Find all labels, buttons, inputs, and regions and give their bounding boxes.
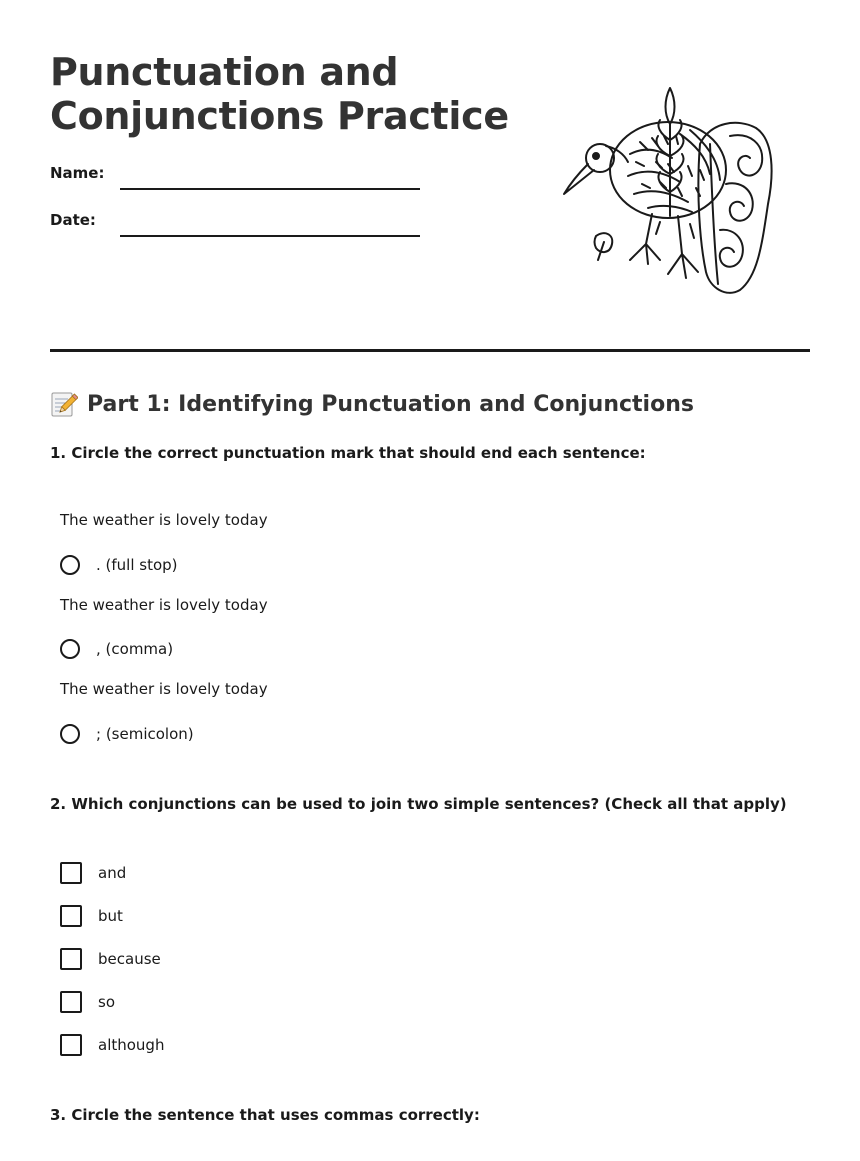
date-field[interactable]	[120, 235, 420, 237]
q1-sentence-2: The weather is lovely today	[60, 596, 268, 614]
q2-option-label: although	[98, 1036, 165, 1054]
radio-button[interactable]	[60, 639, 80, 659]
checkbox[interactable]	[60, 905, 82, 927]
q2-option-label: but	[98, 907, 123, 925]
radio-button[interactable]	[60, 555, 80, 575]
checkbox[interactable]	[60, 1034, 82, 1056]
q2-option-and[interactable]	[60, 861, 126, 885]
memo-pencil-icon	[50, 390, 78, 418]
q1-sentence-3: The weather is lovely today	[60, 680, 268, 698]
date-label: Date:	[50, 211, 96, 229]
q2-option-label: so	[98, 993, 115, 1011]
q2-option-but[interactable]	[60, 904, 123, 928]
date-field-row	[50, 207, 450, 237]
q1-option-label: ; (semicolon)	[96, 725, 194, 743]
part1-heading	[50, 388, 694, 420]
section-divider	[50, 349, 810, 352]
radio-button[interactable]	[60, 724, 80, 744]
title-line-1: Punctuation and	[50, 50, 399, 94]
question-2-prompt: 2. Which conjunctions can be used to join two simple sentences? (Check all that apply)	[50, 795, 787, 813]
name-label: Name:	[50, 164, 105, 182]
checkbox[interactable]	[60, 862, 82, 884]
q2-option-label: and	[98, 864, 127, 882]
name-field-row	[50, 160, 450, 190]
q1-option-label: . (full stop)	[96, 556, 178, 574]
question-1-prompt: 1. Circle the correct punctuation mark that should end each sentence:	[50, 444, 646, 462]
q1-option-label: , (comma)	[96, 640, 174, 658]
name-field[interactable]	[120, 188, 420, 190]
q2-option-label: because	[98, 950, 161, 968]
page-title	[50, 50, 520, 138]
question-3-prompt: 3. Circle the sentence that uses commas correctly:	[50, 1106, 480, 1124]
title-line-2: Conjunctions Practice	[50, 94, 509, 138]
q1-sentence-1: The weather is lovely today	[60, 511, 268, 529]
q1-option-comma[interactable]	[60, 637, 173, 661]
q2-option-because[interactable]	[60, 947, 161, 971]
q1-option-full-stop[interactable]	[60, 553, 178, 577]
q2-option-so[interactable]	[60, 990, 115, 1014]
kiwi-bird-icon	[560, 84, 776, 296]
part1-heading-text: Part 1: Identifying Punctuation and Conjunctions	[87, 391, 694, 417]
q2-option-although[interactable]	[60, 1033, 164, 1057]
q1-option-semicolon[interactable]	[60, 722, 194, 746]
checkbox[interactable]	[60, 991, 82, 1013]
checkbox[interactable]	[60, 948, 82, 970]
